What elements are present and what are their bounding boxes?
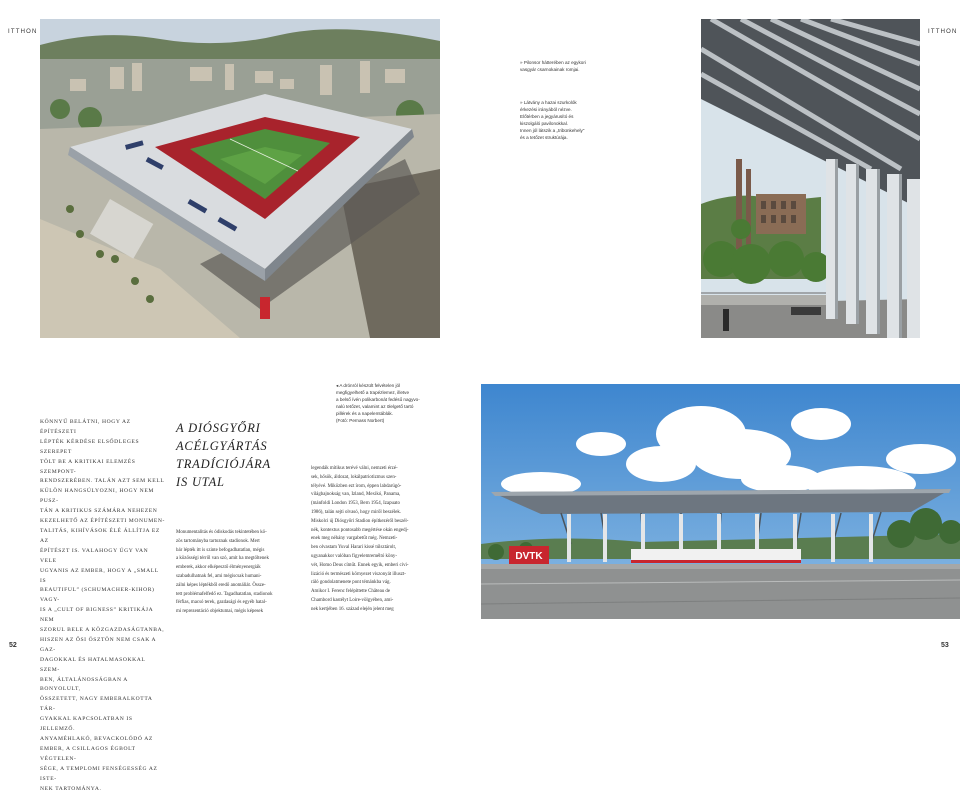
dvtk-sign: DVTK [515,551,543,562]
stadium-exterior-photo [481,384,960,619]
section-label-right: ITTHON [928,29,958,35]
page-number-left: 52 [9,642,17,649]
caption-pillars: » Pilonsor hátterében az egykori vasgyár csarnokainak romjai. [520,60,586,72]
article-headline: A DIÓSGYŐRI ACÉLGYÁRTÁS TRADÍCIÓJÁRA IS UTAL [176,421,271,489]
section-label-left: ITTHON [8,29,38,35]
caption-fan-view: » Látvány a hazai szurkolók érkezési irányából nézve. Előtérben a jegyárusító és kiszolgáló pavilonokkal. Innen jól látszik a „tribünkehely” és a tetőzet struktúrája. [520,100,585,140]
body-column-left: Monumentalitás és ódiskodás tekintetében kö- zös tartományba tartoznak stadionok. Mert bár lépték itt is szinte befogadhatatlan, mégis a közösségi térről van szó, amit ha megtöltenek emberek, akkor elképesztő élményenergiák szabadulhatnak fel, ami mégiscsak humani- zálni képes léptékből eredő anomáliát. Össze- tett problémafelfedő ez. Tagadhatatlan, stadionok férfias, macsó terek, gazdasági és egyéb hatal- mi reprezentáció objektumai, mégis képesek [176,530,273,615]
aerial-stadium-photo [40,19,440,338]
page-number-right: 53 [941,642,949,649]
pillar-colonnade-photo [701,19,920,338]
lead-paragraph: KÖNNYŰ BELÁTNI, HOGY AZ ÉPÍTÉSZETI LÉPTÉK KÉRDÉSE ELSŐDLEGES SZEREPET TÖLT BE A KRITIKAI ELEMZÉS SZEMPONT- RENDSZERÉBEN. TALÁN AZT SEM KELL KÜLÖN HANGSÚLYOZNI, HOGY NEM PUSZ- TÁN A KRITIKUS SZÁMÁRA NEHEZEN KEZELHETŐ AZ ÉPÍTÉSZETI MONUMEN- TALITÁS, KIHÍVÁSOK ÉLÉ ÁLLÍTJA EZ AZ ÉPÍTÉSZT IS. VALAHOGY ÚGY VAN VELE UGYANIS AZ EMBER, HOGY A „SMALL IS BEAUTIFUL” (SCHUMACHER-KIHOR) VAGY- IS A „CULT OF BIGNESS” KRITIKÁJA NEM SZORUL BELE A KÖZGAZDASÁGTANBA, HISZEN AZ ŐSI ÖSZTÖN NEM CSAK A GAZ- DAGOKKAL ÉS HATALMASOKKAL SZEM- BEN, ÁLTALÁNOSSÁGBAN A BONYOLULT, ÖSSZETETT, NAGY EMBERALKOTTA TÁR- GYAKKAL KAPCSOLATBAN IS JELLEMZŐ. ANYAMÉHLAKÓ, BEVACKOLÓDÓ AZ EMBER, A CSILLAGOS ÉGBOLT VÉGTELEN- SÉGE, A TEMPLOMI FENSÉGESSÉG AZ ISTE- NEK TARTOMÁNYA. [40,419,165,792]
caption-drone: ◂ A drónról készült felvételen jól megfigyelhető a trapézlemez, illetve a belső ívén polikarbonát fedésű nagyvo- nalú tetőzet, valamint az ölelgető tartó pillérek és a napelemtáblák. (Fotó: Pernass Norbert) [336,383,420,423]
body-column-right: legendák mítikus terévé válni, nemzeti érzé- sek, hősök, áldozat, lokálpatriotizmus szen- télyévé. Miközben ezt írom, éppen labdarúgó- világbajnokság van, Izland, Mexikó, Panama, (mánfoldi London 1953, Bern 1954, Izapuato 1986), talán sejti olvasó, hogy miről beszélek. Miskolci új Diósgyőri Stadion építkezéről beszél- nék, kontextus pontosabb megértése okán engedj- enek meg néhány vargabetűt még. Nemzeti- ben olvastam Yuval Harari kissé túlsztárolt, ugyanakkor valóban figyelemreméltó köny- vét, Homo Deus címűt. Ennek egyik, emberi civi- lizáció és természeti környezet viszonyát illuszt- ráló gondolatmenete pont témánkba vág. Amikor I. Ferenc felépíttette Château de Chambord kastélyt Loire-völgyében, ami- nek kertjében 16. század elején jelent meg [311,466,409,612]
